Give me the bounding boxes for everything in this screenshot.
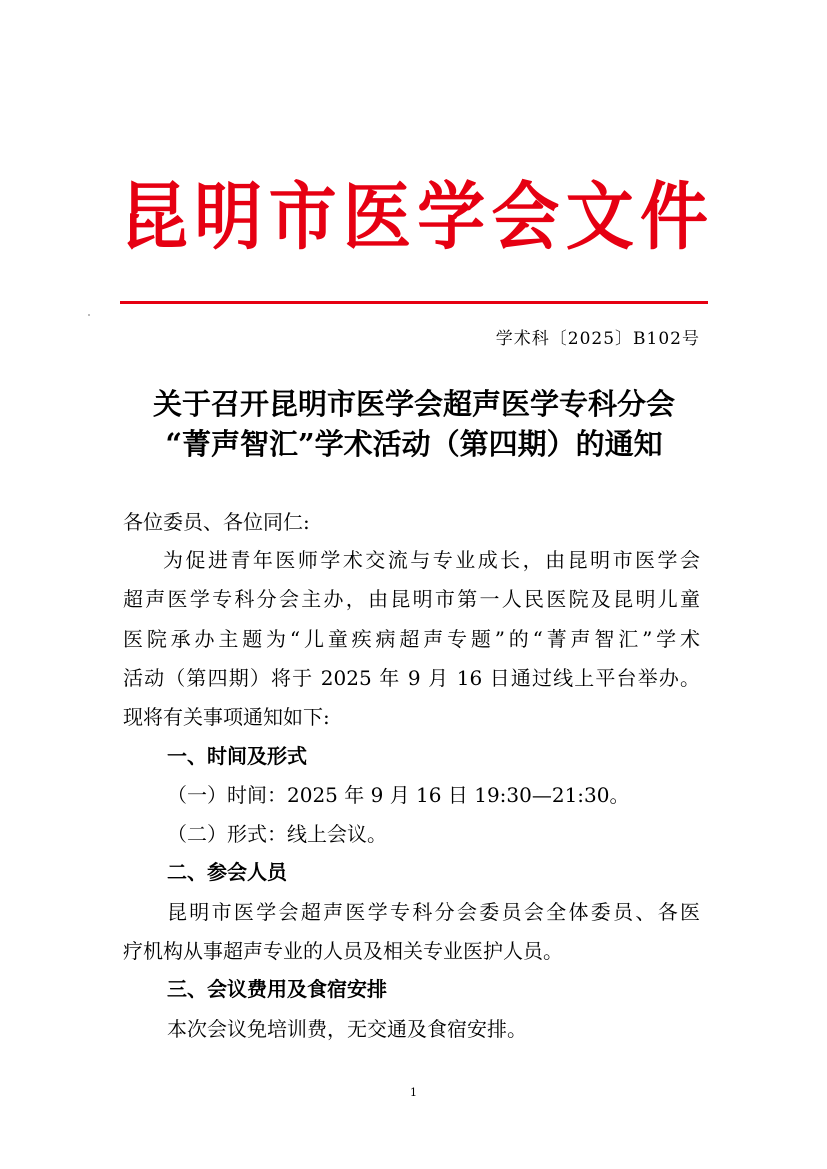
intro-line: 现将有关事项通知如下: — [123, 705, 330, 729]
document-number: 学术科〔2025〕B102号 — [495, 329, 700, 349]
section-1-item: （二）形式：线上会议。 — [167, 822, 387, 846]
section-2-line: 疗机构从事超声专业的人员及相关专业医护人员。 — [123, 939, 563, 963]
masthead-char: 明 — [194, 174, 263, 261]
intro-line: 医院承办主题为“儿童疾病超声专题”的“菁声智汇”学术 — [123, 627, 700, 651]
masthead-char: 会 — [491, 174, 560, 261]
page-number: 1 — [410, 1086, 417, 1099]
masthead-divider — [120, 301, 708, 304]
salutation: 各位委员、各位同仁: — [123, 510, 310, 534]
masthead-char: 昆 — [120, 174, 189, 261]
section-3-heading: 三、会议费用及食宿安排 — [167, 977, 387, 1001]
document-masthead — [120, 172, 708, 264]
scan-dot — [88, 314, 90, 316]
document-title-line-2: “菁声智汇”学术活动（第四期）的通知 — [165, 427, 663, 461]
masthead-char: 市 — [268, 174, 337, 261]
section-1-heading: 一、时间及形式 — [167, 744, 307, 768]
masthead-char: 学 — [417, 174, 486, 261]
document-title-line-1: 关于召开昆明市医学会超声医学专科分会 — [152, 387, 675, 421]
intro-line: 活动（第四期）将于 2025 年 9 月 16 日通过线上平台举办。 — [123, 666, 700, 690]
masthead-char: 文 — [565, 174, 634, 261]
section-3-line: 本次会议免培训费，无交通及食宿安排。 — [167, 1017, 527, 1041]
intro-line: 超声医学专科分会主办，由昆明市第一人民医院及昆明儿童 — [123, 587, 700, 611]
masthead-char: 件 — [639, 174, 708, 261]
section-2-line: 昆明市医学会超声医学专科分会委员会全体委员、各医 — [167, 900, 700, 924]
section-1-item: （一）时间：2025 年 9 月 16 日 19:30—21:30。 — [167, 783, 630, 807]
section-2-heading: 二、参会人员 — [167, 860, 287, 884]
intro-line: 为促进青年医师学术交流与专业成长，由昆明市医学会 — [163, 548, 700, 572]
masthead-char: 医 — [342, 174, 411, 261]
